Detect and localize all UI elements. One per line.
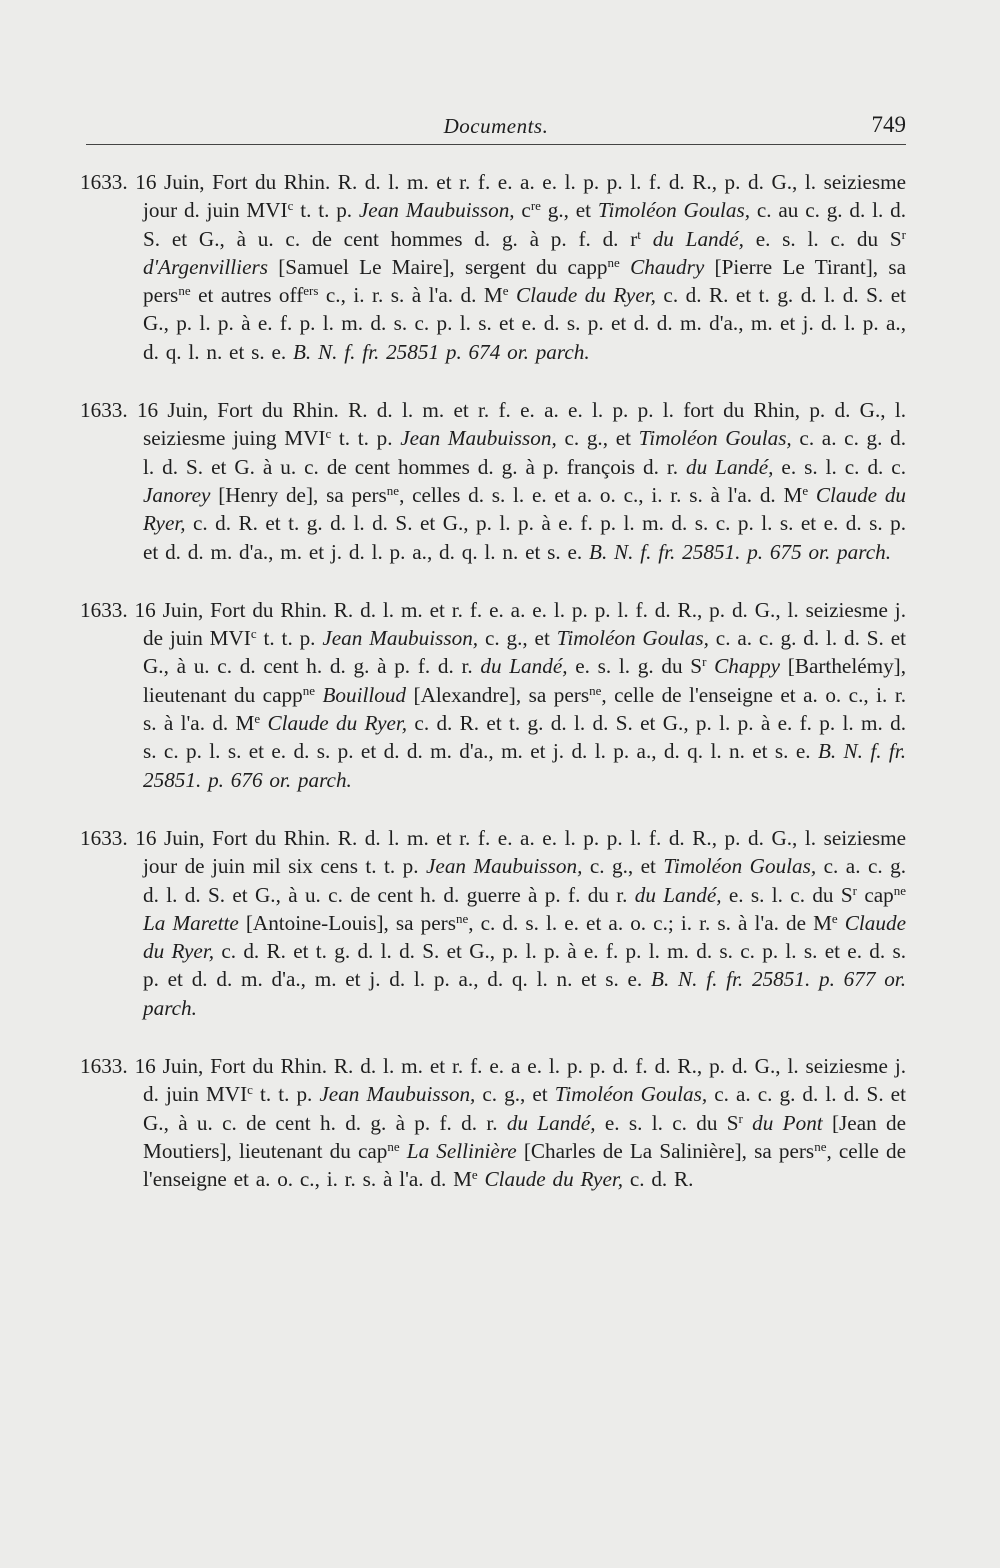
entry-text bbox=[509, 283, 516, 307]
entry-text: 1633. 16 Juin, Fort du Rhin. R. d. l. m. et r. f. e. a. e. l. p. p. l. f. d. R., p. d. G., l. seiziesme j. de juin MVI bbox=[80, 597, 906, 651]
superscript-abbrev: c bbox=[287, 198, 294, 214]
entry-text: c. a. c. g. d. l. d. S. et G. à u. c. de cent hommes d. g. à p. françois d. r. bbox=[143, 426, 906, 479]
superscript-abbrev: ne bbox=[589, 682, 602, 698]
entry-text bbox=[620, 255, 630, 279]
entry-text: e. s. l. c. du S bbox=[721, 882, 853, 907]
italic-name: B. N. f. fr. 25851. p. 677 or. parch. bbox=[143, 967, 906, 1020]
entry-text: g., et bbox=[540, 198, 598, 223]
superscript-abbrev: r bbox=[901, 226, 907, 242]
entry-text: e. s. l. c. du S bbox=[743, 226, 902, 251]
entry-text: c. d. R. et t. g. d. l. d. S. et G., p. l. p. à e. f. p. l. m. d. s. c. p. l. s. et e. d. s. p. et d. d. m. d'a., m. et j. d. l. p. a., d. q. l. n. et s. e. bbox=[143, 511, 906, 564]
entry-text: 1633. 16 Juin, Fort du Rhin. R. d. l. m. et r. f. e. a e. l. p. p. d. f. d. R., p. d. G., l. seiziesme j. d. juin MVI bbox=[80, 1054, 906, 1107]
entry-text bbox=[838, 911, 845, 935]
entry-text: t. t. p. bbox=[252, 1082, 320, 1107]
superscript-abbrev: ne bbox=[607, 254, 620, 270]
entry-text: c. a. c. g. d. l. d. S. et G., à u. c. d. cent h. d. g. à p. f. d. r. bbox=[143, 626, 906, 679]
page-number: 749 bbox=[871, 112, 906, 137]
italic-name: Claude du Ryer, bbox=[484, 1167, 624, 1192]
italic-name: Timoléon Goulas, bbox=[554, 1082, 708, 1107]
document-entry bbox=[80, 168, 906, 366]
entry-text bbox=[478, 1167, 485, 1191]
entry-text: t. t. p. bbox=[331, 426, 401, 451]
italic-name: Jean Maubuisson, bbox=[358, 198, 515, 223]
superscript-abbrev: c bbox=[247, 1082, 253, 1098]
italic-name: Claude du Ryer, bbox=[143, 482, 907, 536]
entry-text: 1633. 16 Juin, Fort du Rhin. R. d. l. m. et r. f. e. a. e. l. p. p. l. f. d. R., p. d. G., l. seiziesme jour d. juin MVI bbox=[80, 170, 906, 223]
italic-name: Timoléon Goulas, bbox=[556, 626, 709, 651]
italic-name: du Landé, bbox=[686, 454, 774, 479]
entry-text: , celles d. s. l. e. et a. o. c., i. r. s. à l'a. d. M bbox=[399, 482, 803, 507]
entry-text: [Charles de La Salinière], sa pers bbox=[516, 1138, 815, 1163]
entry-text: e. s. l. g. du S bbox=[567, 654, 703, 679]
running-header bbox=[86, 110, 906, 145]
italic-name: Timoléon Goulas, bbox=[638, 426, 792, 451]
document-entry bbox=[80, 1052, 906, 1193]
entry-text: 1633. 16 Juin, Fort du Rhin. R. d. l. m. et r. f. e. a. e. l. p. p. l. fort du Rhin, p. d. G., l. seiziesme juing MVI bbox=[80, 398, 906, 451]
entry-text: c. g., et bbox=[556, 426, 639, 451]
superscript-abbrev: r bbox=[738, 1110, 743, 1126]
superscript-abbrev: re bbox=[530, 198, 541, 214]
italic-name: Claude du Ryer, bbox=[267, 711, 408, 736]
document-entry bbox=[80, 824, 906, 1022]
entry-text: c., i. r. s. à l'a. d. M bbox=[318, 283, 503, 308]
entry-text bbox=[706, 654, 714, 678]
superscript-abbrev: r bbox=[852, 882, 857, 898]
superscript-abbrev: ne bbox=[893, 882, 907, 898]
entry-text: c. g., et bbox=[475, 1082, 555, 1107]
entry-text: c. g., et bbox=[478, 626, 557, 651]
superscript-abbrev: c bbox=[250, 626, 257, 642]
entry-text: [Alexandre], sa pers bbox=[406, 682, 590, 707]
running-title: Documents. bbox=[443, 114, 549, 138]
superscript-abbrev: ne bbox=[386, 482, 400, 498]
entry-text: et autres off bbox=[190, 283, 304, 308]
entry-text: c. au c. g. d. l. d. S. et G., à u. c. de cent hommes d. g. à p. f. d. r bbox=[143, 198, 906, 251]
italic-name: Claude du Ryer, bbox=[143, 910, 906, 964]
italic-name: du Landé, bbox=[480, 654, 568, 679]
italic-name: Jean Maubuisson, bbox=[400, 426, 557, 451]
entry-text: c. d. R. et t. g. d. l. d. S. et G., p. l. p. à e. f. p. l. m. d. s. c. p. l. s. et e. d. s. p. et d. d. m. d'a., m. et j. d. l. p. a., d. q. l. n. et s. e. bbox=[143, 283, 906, 364]
superscript-abbrev: e bbox=[471, 1167, 478, 1183]
entry-text: c. d. R. bbox=[623, 1167, 694, 1192]
superscript-abbrev: ne bbox=[387, 1138, 400, 1154]
superscript-abbrev: t bbox=[637, 226, 641, 242]
italic-name: du Pont bbox=[752, 1110, 823, 1135]
italic-name: d'Argenvilliers bbox=[143, 254, 268, 279]
entry-text bbox=[400, 1139, 407, 1163]
italic-name: Janorey bbox=[143, 482, 211, 507]
entry-text bbox=[808, 483, 816, 507]
entry-text: c bbox=[514, 198, 531, 223]
entry-text: cap bbox=[857, 882, 894, 907]
italic-name: B. N. f. fr. 25851. p. 675 or. parch. bbox=[589, 539, 891, 564]
entry-text: [Antoine-Louis], sa pers bbox=[238, 910, 456, 935]
superscript-abbrev: ers bbox=[303, 283, 319, 299]
superscript-abbrev: ne bbox=[178, 283, 191, 299]
italic-name: B. N. f. fr. 25851. p. 676 or. parch. bbox=[143, 739, 906, 792]
entry-text: 1633. 16 Juin, Fort du Rhin. R. d. l. m. et r. f. e. a. e. l. p. p. l. f. d. R., p. d. G., l. seiziesme jour de juin mil six cens t. t. p. bbox=[80, 825, 906, 879]
superscript-abbrev: c bbox=[325, 426, 332, 442]
entry-text: c. a. c. g. d. l. d. S. et G., à u. c. de cent h. d. guerre à p. f. du r. bbox=[143, 854, 906, 907]
italic-name: Timoléon Goulas, bbox=[597, 198, 751, 223]
italic-name: Chappy bbox=[714, 654, 781, 679]
entry-text: [Henry de], sa pers bbox=[210, 482, 387, 507]
italic-name: La Sellinière bbox=[406, 1138, 517, 1163]
document-entry bbox=[80, 396, 906, 566]
entry-text: [Samuel Le Maire], sergent du capp bbox=[267, 254, 608, 279]
italic-name: Jean Maubuisson, bbox=[319, 1082, 476, 1107]
entry-text bbox=[260, 711, 267, 735]
entry-text: c. d. R. et t. g. d. l. d. S. et G., p. l. p. à e. f. p. l. m. d. s. c. p. l. s. et e. d. s. p. et d. d. m. d'a., m. et j. d. l. p. a., d. q. l. n. et s. e. bbox=[143, 711, 907, 764]
italic-name: B. N. f. fr. 25851 p. 674 or. parch. bbox=[292, 339, 590, 364]
italic-name: du Landé, bbox=[652, 226, 744, 251]
italic-name: Timoléon Goulas, bbox=[663, 854, 817, 879]
entry-text: [Barthelémy], lieutenant du capp bbox=[143, 654, 907, 707]
superscript-abbrev: e bbox=[802, 482, 809, 498]
superscript-abbrev: e bbox=[254, 711, 261, 727]
entry-text: , celle de l'enseigne et a. o. c., i. r. s. à l'a. d. M bbox=[143, 1138, 906, 1192]
entry-text: , c. d. s. l. e. et a. o. c.; i. r. s. à l'a. de M bbox=[468, 910, 832, 935]
entry-text: t. t. p. bbox=[293, 198, 359, 223]
entry-text: e. s. l. c. du S bbox=[595, 1110, 739, 1135]
entry-text: [Pierre Le Tirant], sa pers bbox=[143, 254, 906, 308]
entry-text: t. t. p. bbox=[256, 626, 323, 651]
italic-name: Bouilloud bbox=[322, 682, 407, 707]
entry-text: c. g., et bbox=[582, 854, 664, 879]
superscript-abbrev: e bbox=[502, 283, 509, 299]
superscript-abbrev: ne bbox=[455, 910, 469, 926]
italic-name: Chaudry bbox=[630, 254, 705, 279]
entry-text bbox=[641, 227, 653, 251]
entry-text: [Jean de Moutiers], lieutenant du cap bbox=[143, 1110, 906, 1163]
italic-name: Jean Maubuisson, bbox=[426, 854, 583, 879]
document-entry bbox=[80, 596, 906, 794]
superscript-abbrev: ne bbox=[302, 682, 315, 698]
entry-list bbox=[80, 168, 906, 1194]
italic-name: Jean Maubuisson, bbox=[322, 626, 479, 651]
entry-text: c. d. R. et t. g. d. l. d. S. et G., p. l. p. à e. f. p. l. m. d. s. c. p. l. s. et e. d. s. p. et d. d. m. d'a., m. et j. d. l. p. a., d. q. l. n. et s. e. bbox=[143, 939, 906, 992]
italic-name: du Landé, bbox=[506, 1110, 596, 1135]
entry-text: e. s. l. c. d. c. bbox=[773, 454, 907, 479]
superscript-abbrev: r bbox=[702, 654, 707, 670]
entry-text: c. a. c. g. d. l. d. S. et G., à u. c. de cent h. d. g. à p. f. d. r. bbox=[143, 1082, 906, 1135]
italic-name: Claude du Ryer, bbox=[516, 283, 656, 308]
entry-text bbox=[743, 1111, 752, 1135]
italic-name: La Marette bbox=[143, 910, 239, 935]
superscript-abbrev: ne bbox=[814, 1138, 827, 1154]
italic-name: du Landé, bbox=[634, 882, 722, 907]
superscript-abbrev: e bbox=[831, 910, 838, 926]
entry-text: , celle de l'enseigne et a. o. c., i. r. s. à l'a. d. M bbox=[143, 682, 907, 736]
